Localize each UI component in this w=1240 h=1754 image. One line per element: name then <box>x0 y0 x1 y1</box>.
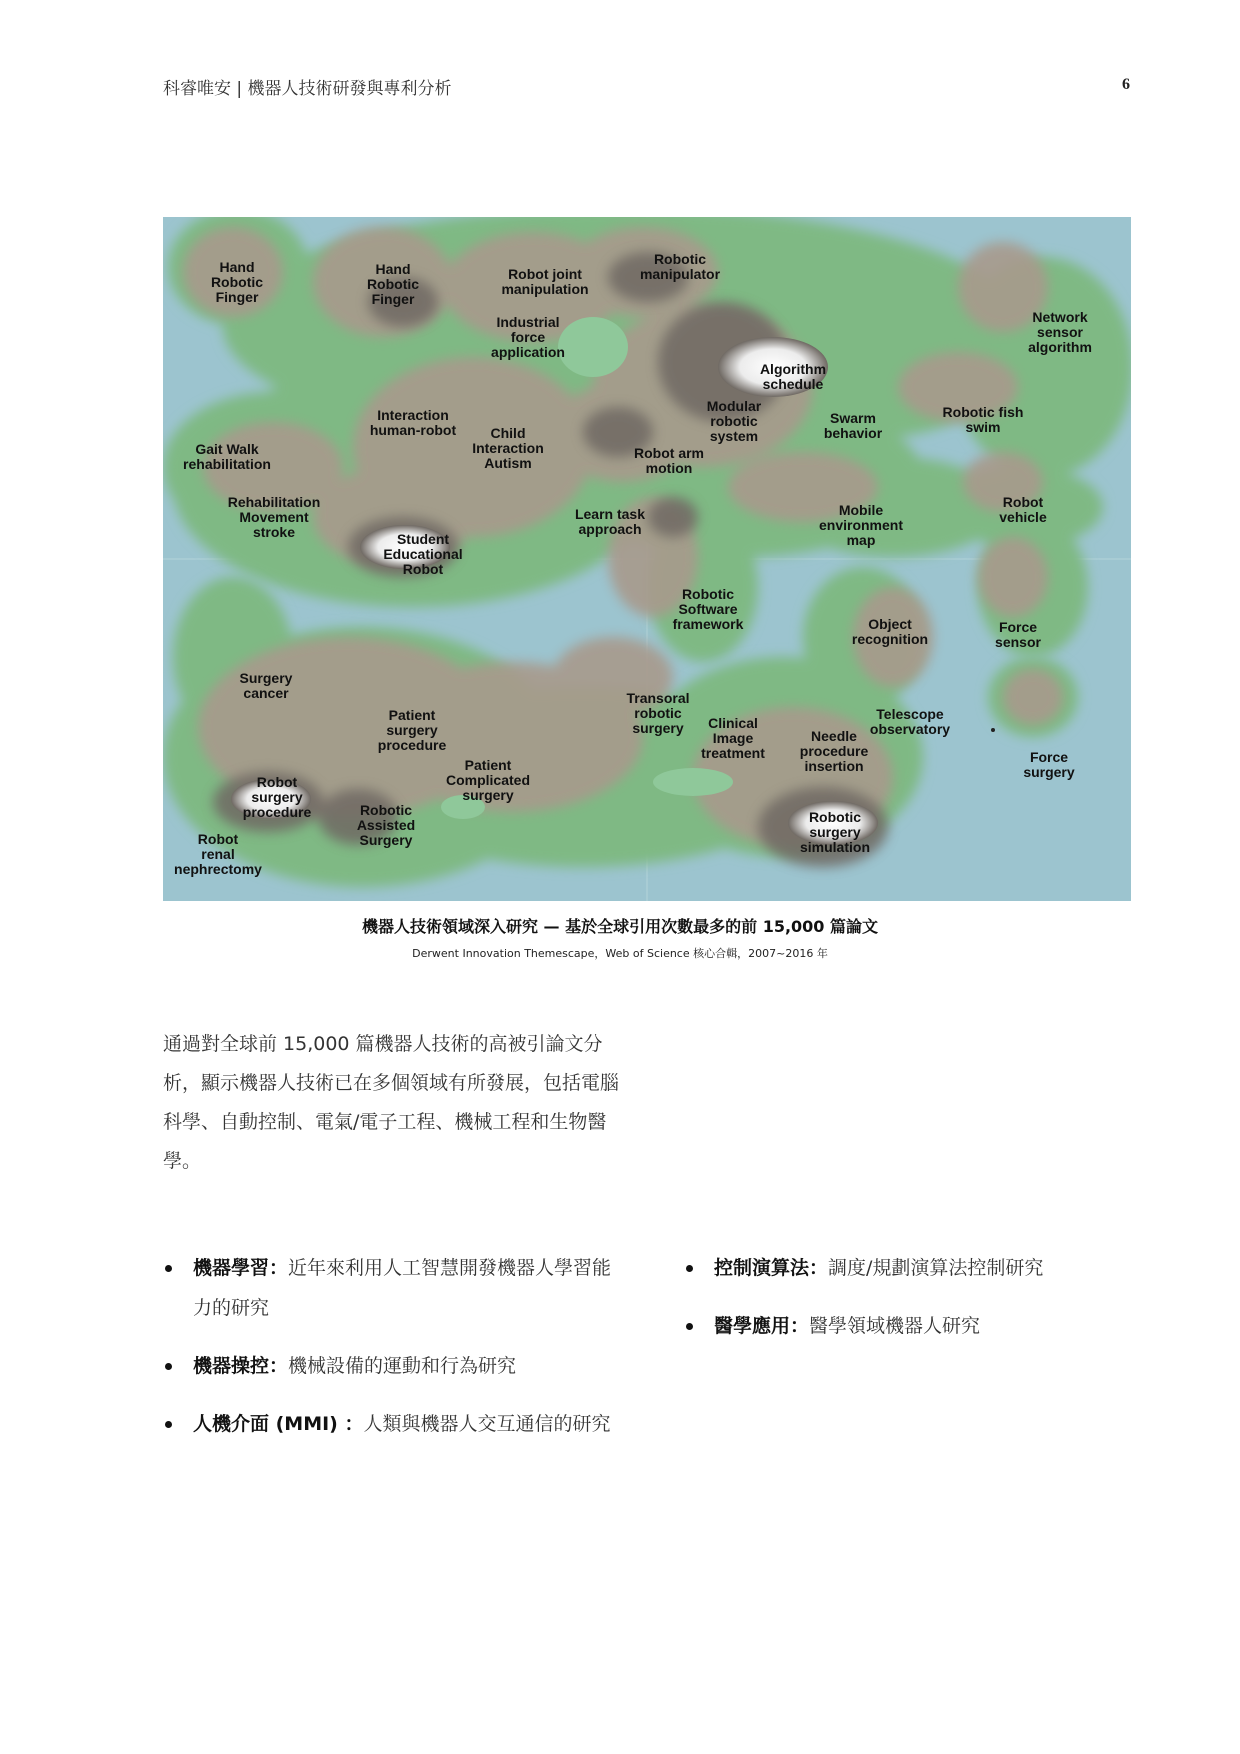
bullet-mmi <box>163 1404 623 1444</box>
map-label-robotic-assisted-surgery: Robotic Assisted Surgery <box>356 802 416 848</box>
bullet-dot-icon <box>165 1421 172 1428</box>
map-label-needle-procedure-insertion: Needle procedure insertion <box>799 728 869 774</box>
map-label-mobile-environment-map: Mobile environment map <box>818 502 904 548</box>
map-label-robot-surgery-procedure: Robot surgery procedure <box>242 774 312 820</box>
bullet-list-left <box>163 1248 623 1462</box>
map-label-robot-vehicle: Robot vehicle <box>999 494 1047 525</box>
bullet-control-algorithm <box>684 1248 1104 1288</box>
map-label-modular-robotic-system: Modular robotic system <box>706 398 762 444</box>
map-label-force-sensor: Force sensor <box>995 619 1041 650</box>
bullet-list-right <box>684 1248 1104 1364</box>
bullet-desc: 人類與機器人交互通信的研究 <box>363 1413 611 1435</box>
map-label-child-interaction-autism: Child Interaction Autism <box>472 425 544 471</box>
map-label-robotic-manipulator: Robotic manipulator <box>639 251 721 282</box>
map-label-force-surgery: Force surgery <box>1023 749 1075 780</box>
map-label-learn-task-approach: Learn task approach <box>574 506 646 537</box>
map-label-hand-robotic-finger-2: Hand Robotic Finger <box>366 261 420 307</box>
bullet-term: 控制演算法： <box>714 1257 829 1279</box>
body-paragraph: 通過對全球前 15,000 篇機器人技術的高被引論文分析，顯示機器人技術已在多個領域有所發展，包括電腦科學、自動控制、電氣/電子工程、機械工程和生物醫學。 <box>163 1033 620 1172</box>
bullet-desc: 醫學領域機器人研究 <box>809 1315 981 1337</box>
bullet-machine-learning <box>163 1248 623 1328</box>
map-label-rehabilitation-movement-stroke: Rehabilitation Movement stroke <box>227 494 321 540</box>
map-label-network-sensor-algorithm: Network sensor algorithm <box>1028 309 1092 355</box>
page-number: 6 <box>1122 76 1130 93</box>
map-label-swarm-behavior: Swarm behavior <box>823 410 883 441</box>
map-label-robotic-software-framework: Robotic Software framework <box>672 586 744 632</box>
map-label-patient-complicated-surgery: Patient Complicated surgery <box>445 757 531 803</box>
figure-caption-title: 機器人技術領域深入研究 — 基於全球引用次數最多的前 15,000 篇論文 <box>361 917 879 936</box>
bullet-term: 機器學習： <box>193 1257 289 1279</box>
themescape-map <box>163 217 1131 901</box>
bullet-term: 機器操控： <box>193 1355 289 1377</box>
map-label-interaction-human-robot: Interaction human-robot <box>369 407 457 438</box>
bullet-dot-icon <box>686 1323 693 1330</box>
bullet-term: 醫學應用： <box>714 1315 810 1337</box>
bullet-term: 人機介面 (MMI) ： <box>193 1413 364 1435</box>
bullet-medical-application <box>684 1306 1104 1346</box>
map-label-clinical-image-treatment: Clinical Image treatment <box>701 715 765 761</box>
map-label-robot-renal-nephrectomy: Robot renal nephrectomy <box>174 831 262 877</box>
bullet-desc: 調度/規劃演算法控制研究 <box>828 1257 1044 1279</box>
map-label-student-educational-robot: Student Educational Robot <box>383 531 463 577</box>
map-label-robot-arm-motion: Robot arm motion <box>634 445 704 476</box>
header-title: 科睿唯安 | 機器人技術研發與專利分析 <box>163 79 452 99</box>
bullet-dot-icon <box>686 1265 693 1272</box>
map-label-algorithm-schedule: Algorithm schedule <box>759 361 827 392</box>
map-label-gait-walk-rehabilitation: Gait Walk rehabilitation <box>183 441 271 472</box>
bullet-dot-icon <box>165 1265 172 1272</box>
map-label-robotic-fish-swim: Robotic fish swim <box>942 404 1024 435</box>
map-label-transoral-robotic-surgery: Transoral robotic surgery <box>626 690 690 736</box>
themescape-map-svg <box>163 217 1131 901</box>
map-label-hand-robotic-finger-1: Hand Robotic Finger <box>210 259 264 305</box>
bullet-desc: 近年來利用人工智慧開發機器人學習能力的研究 <box>193 1257 612 1319</box>
bullet-dot-icon <box>165 1363 172 1370</box>
map-label-patient-surgery-procedure: Patient surgery procedure <box>377 707 447 753</box>
map-label-telescope-observatory: Telescope observatory <box>869 706 951 737</box>
bullet-machine-manipulation <box>163 1346 623 1386</box>
map-label-robot-joint-manipulation: Robot joint manipulation <box>501 266 589 297</box>
map-label-robotic-surgery-simulation: Robotic surgery simulation <box>799 809 871 855</box>
figure-caption-source: Derwent Innovation Themescape，Web of Science 核心合輯，2007~2016 年 <box>412 947 828 960</box>
map-label-surgery-cancer: Surgery cancer <box>239 670 293 701</box>
map-label-object-recognition: Object recognition <box>851 616 929 647</box>
bullet-desc: 機械設備的運動和行為研究 <box>288 1355 517 1377</box>
map-label-industrial-force-application: Industrial force application <box>491 314 565 360</box>
